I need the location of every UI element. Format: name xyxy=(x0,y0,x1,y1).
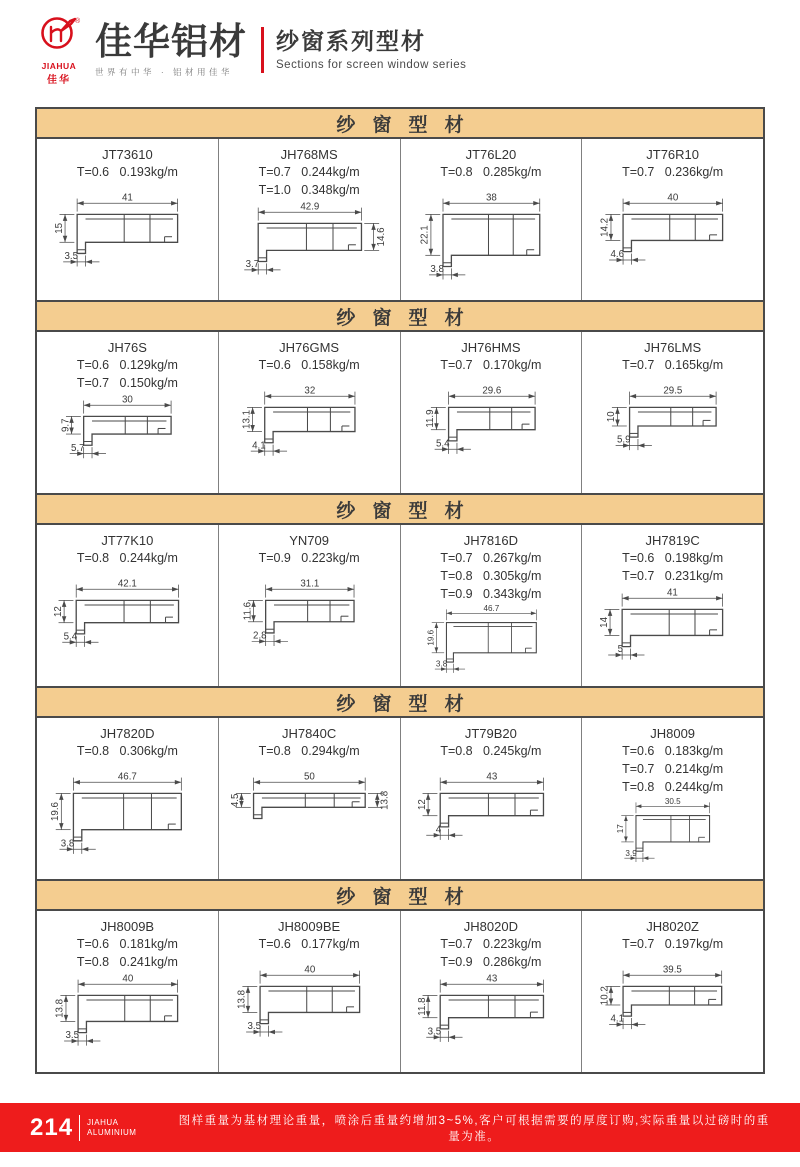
profile-drawing xyxy=(401,760,582,879)
profile-cross-section-diagram xyxy=(39,568,216,683)
profile-drawing xyxy=(582,585,763,686)
svg-text:29.6: 29.6 xyxy=(481,385,501,397)
section-row xyxy=(37,911,763,1072)
series-subtitle: Sections for screen window series xyxy=(276,58,467,71)
profile-cross-section-diagram xyxy=(221,954,398,1069)
profile-cell xyxy=(218,911,400,1072)
profile-cross-section-diagram xyxy=(584,375,761,490)
brand-block xyxy=(95,20,247,78)
spec-line: T=0.6 0.177kg/m xyxy=(258,937,360,951)
profile-drawing xyxy=(582,374,763,493)
svg-text:30: 30 xyxy=(121,394,133,406)
section-row xyxy=(37,332,763,493)
svg-text:9.7: 9.7 xyxy=(60,418,72,433)
spec-line: T=0.8 0.244kg/m xyxy=(622,780,724,794)
svg-text:41: 41 xyxy=(121,192,133,204)
spec-line: T=0.9 0.223kg/m xyxy=(258,551,360,565)
spec-line: T=0.7 0.236kg/m xyxy=(622,165,724,179)
section-title: 纱窗型材 xyxy=(37,688,763,718)
profile-cell xyxy=(400,332,582,493)
brand-slogan: 世界有中华 · 铝材用佳华 xyxy=(95,66,234,77)
footer-note: 图样重量为基材理论重量，喷涂后重量约增加3~5%,客户可根据需要的厚度订购,实际重量以过磅时的重量为准。 xyxy=(178,1114,770,1143)
profile-cross-section-diagram xyxy=(221,375,398,490)
spec-line: T=0.6 0.129kg/m xyxy=(76,358,178,372)
profile-cell xyxy=(400,139,582,300)
profile-drawing xyxy=(582,796,763,879)
profile-specs xyxy=(440,742,541,760)
svg-text:43: 43 xyxy=(485,973,497,985)
profile-cross-section-diagram xyxy=(584,797,761,876)
footer-bar xyxy=(0,1103,800,1152)
svg-text:3.8: 3.8 xyxy=(60,838,75,850)
profile-specs xyxy=(622,356,723,374)
spec-line: T=0.8 0.306kg/m xyxy=(76,744,178,758)
svg-text:40: 40 xyxy=(667,192,679,204)
svg-text:19.6: 19.6 xyxy=(50,802,62,822)
profile-specs xyxy=(77,935,178,971)
profile-drawing xyxy=(401,374,582,493)
section-title: 纱窗型材 xyxy=(37,302,763,332)
spec-line: T=1.0 0.348kg/m xyxy=(258,183,360,197)
profile-cross-section-diagram xyxy=(221,761,398,876)
profile-drawing xyxy=(37,392,218,493)
svg-text:40: 40 xyxy=(122,973,134,985)
profile-code: JT79B20 xyxy=(464,726,517,741)
profile-drawing xyxy=(219,374,400,493)
footer-brand-line1: JIAHUA xyxy=(87,1118,119,1127)
profile-code: JT76R10 xyxy=(646,147,699,162)
profile-specs xyxy=(77,742,178,760)
profile-cross-section-diagram xyxy=(584,182,761,297)
profile-code: JH768MS xyxy=(280,147,338,162)
svg-text:4.6: 4.6 xyxy=(610,249,625,261)
profile-code: JH7816D xyxy=(463,533,518,548)
svg-text:4.1: 4.1 xyxy=(610,1013,625,1025)
spec-line: T=0.7 0.214kg/m xyxy=(622,762,724,776)
header-divider xyxy=(261,27,264,73)
profile-code: JH8009BE xyxy=(278,919,341,934)
profile-section xyxy=(37,493,763,686)
profile-code: JH76LMS xyxy=(644,340,702,355)
svg-text:3.9: 3.9 xyxy=(625,848,637,858)
profile-cell xyxy=(37,911,218,1072)
svg-text:3.8: 3.8 xyxy=(429,264,444,276)
profile-cell xyxy=(37,525,218,686)
profile-specs xyxy=(259,163,360,199)
profile-cross-section-diagram xyxy=(403,761,580,876)
profile-cross-section-diagram xyxy=(403,604,580,683)
profile-drawing xyxy=(219,953,400,1072)
svg-text:19.6: 19.6 xyxy=(426,629,436,646)
svg-text:2.8: 2.8 xyxy=(252,630,267,642)
spec-line: T=0.7 0.244kg/m xyxy=(258,165,360,179)
svg-text:32: 32 xyxy=(304,385,316,397)
profile-specs xyxy=(259,742,360,760)
svg-text:42.1: 42.1 xyxy=(117,578,137,590)
profile-code: JH76GMS xyxy=(279,340,340,355)
profile-code: JH8009B xyxy=(100,919,155,934)
profile-drawing xyxy=(219,199,400,300)
profile-cross-section-diagram xyxy=(39,761,216,876)
svg-text:22.1: 22.1 xyxy=(419,225,431,245)
profile-drawing xyxy=(37,181,218,300)
spec-line: T=0.6 0.183kg/m xyxy=(622,744,724,758)
logo-text-en: JIAHUA xyxy=(41,60,77,71)
svg-text:5.7: 5.7 xyxy=(71,442,85,454)
profile-section xyxy=(37,109,763,300)
svg-text:13.8: 13.8 xyxy=(54,998,66,1018)
profile-code: JH7820D xyxy=(100,726,155,741)
profile-cross-section-diagram xyxy=(403,375,580,490)
svg-text:12: 12 xyxy=(52,606,64,617)
profile-specs xyxy=(622,163,723,181)
profile-cell xyxy=(581,911,763,1072)
svg-text:3.7: 3.7 xyxy=(245,259,259,271)
profile-drawing xyxy=(37,971,218,1072)
spec-line: T=0.7 0.231kg/m xyxy=(622,569,724,583)
profile-specs xyxy=(622,935,723,953)
profile-drawing xyxy=(401,181,582,300)
profile-drawing xyxy=(37,760,218,879)
profile-specs xyxy=(259,935,360,953)
profile-cell xyxy=(37,332,218,493)
profile-drawing xyxy=(37,567,218,686)
spec-line: T=0.6 0.181kg/m xyxy=(76,937,178,951)
svg-text:14.2: 14.2 xyxy=(599,217,611,237)
spec-line: T=0.9 0.343kg/m xyxy=(440,587,542,601)
profile-drawing xyxy=(401,603,582,686)
profile-cell xyxy=(218,525,400,686)
profile-cross-section-diagram xyxy=(403,182,580,297)
svg-text:17: 17 xyxy=(616,824,626,834)
svg-text:10: 10 xyxy=(606,411,618,423)
profile-cross-section-diagram xyxy=(221,200,398,297)
svg-text:43: 43 xyxy=(485,771,497,783)
profile-cross-section-diagram xyxy=(221,568,398,683)
profile-cell xyxy=(218,139,400,300)
profile-cross-section-diagram xyxy=(403,972,580,1069)
profile-code: JH8020Z xyxy=(646,919,699,934)
jiahua-logo-icon xyxy=(37,15,81,55)
profile-code: JH7819C xyxy=(645,533,700,548)
profile-code: JT77K10 xyxy=(101,533,154,548)
svg-text:3.5: 3.5 xyxy=(247,1021,261,1033)
spec-line: T=0.8 0.294kg/m xyxy=(258,744,360,758)
spec-line: T=0.6 0.193kg/m xyxy=(76,165,178,179)
svg-text:4.1: 4.1 xyxy=(251,440,266,452)
profile-specs xyxy=(622,549,723,585)
profile-specs xyxy=(77,356,178,392)
svg-text:11.6: 11.6 xyxy=(242,601,254,621)
series-title: 纱窗系列型材 xyxy=(276,28,426,55)
spec-line: T=0.7 0.170kg/m xyxy=(440,358,542,372)
svg-text:12: 12 xyxy=(416,799,428,810)
svg-text:3.5: 3.5 xyxy=(427,1026,441,1038)
page-number: 214 xyxy=(30,1113,74,1141)
spec-line: T=0.6 0.198kg/m xyxy=(622,551,724,565)
profile-specs xyxy=(440,935,541,971)
profile-cell xyxy=(581,139,763,300)
svg-text:4: 4 xyxy=(435,824,441,836)
section-row xyxy=(37,525,763,686)
section-row xyxy=(37,139,763,300)
profile-cross-section-diagram xyxy=(584,586,761,683)
profile-cell xyxy=(218,718,400,879)
spec-line: T=0.9 0.286kg/m xyxy=(440,955,542,969)
spec-line: T=0.8 0.245kg/m xyxy=(440,744,542,758)
svg-text:11.9: 11.9 xyxy=(424,409,436,428)
jiahua-logo xyxy=(33,15,85,86)
profile-section xyxy=(37,879,763,1072)
profile-specs xyxy=(440,549,541,603)
profile-cell xyxy=(581,525,763,686)
logo-text-cn: 佳华 xyxy=(47,74,71,86)
sections xyxy=(35,107,765,1074)
svg-text:5.4: 5.4 xyxy=(63,631,78,643)
svg-text:41: 41 xyxy=(667,587,679,599)
profile-cell xyxy=(400,718,582,879)
svg-text:4.5: 4.5 xyxy=(229,793,241,808)
profile-code: JT76L20 xyxy=(465,147,517,162)
svg-text:30.5: 30.5 xyxy=(665,797,681,806)
footer-divider xyxy=(79,1115,80,1141)
profile-code: JH8009 xyxy=(650,726,696,741)
profile-cell xyxy=(581,718,763,879)
profile-specs xyxy=(77,163,178,181)
svg-text:3.5: 3.5 xyxy=(65,1030,80,1042)
svg-text:13.1: 13.1 xyxy=(241,409,253,429)
profile-code: YN709 xyxy=(289,533,329,548)
profile-cell xyxy=(581,332,763,493)
svg-text:29.5: 29.5 xyxy=(663,385,683,397)
profile-specs xyxy=(440,163,541,181)
spec-line: T=0.7 0.197kg/m xyxy=(622,937,724,951)
section-row xyxy=(37,718,763,879)
svg-text:5: 5 xyxy=(617,644,624,656)
profile-cell xyxy=(400,525,582,686)
section-title: 纱窗型材 xyxy=(37,109,763,139)
profile-section xyxy=(37,300,763,493)
svg-text:50: 50 xyxy=(303,771,315,783)
profile-cross-section-diagram xyxy=(39,972,216,1069)
svg-text:5.9: 5.9 xyxy=(617,434,631,446)
svg-text:40: 40 xyxy=(304,964,316,976)
svg-text:31.1: 31.1 xyxy=(300,578,320,590)
profile-drawing xyxy=(582,181,763,300)
spec-line: T=0.8 0.241kg/m xyxy=(76,955,178,969)
svg-text:14: 14 xyxy=(599,616,611,628)
profile-specs xyxy=(259,356,360,374)
profile-cell xyxy=(37,139,218,300)
profile-specs xyxy=(259,549,360,567)
svg-text:3.5: 3.5 xyxy=(64,251,79,263)
page-header xyxy=(33,17,767,86)
section-title: 纱窗型材 xyxy=(37,881,763,911)
spec-line: T=0.8 0.244kg/m xyxy=(76,551,178,565)
profile-cross-section-diagram xyxy=(39,182,216,297)
svg-text:46.7: 46.7 xyxy=(482,604,499,613)
profile-cell xyxy=(400,911,582,1072)
svg-text:42.9: 42.9 xyxy=(300,201,320,213)
profile-code: JH76HMS xyxy=(461,340,521,355)
svg-text:13.8: 13.8 xyxy=(379,790,391,810)
profile-drawing xyxy=(582,953,763,1072)
profile-code: JH76S xyxy=(107,340,147,355)
spec-line: T=0.7 0.267kg/m xyxy=(440,551,542,565)
spec-line: T=0.7 0.150kg/m xyxy=(76,376,178,390)
profile-cross-section-diagram xyxy=(584,954,761,1069)
svg-text:10.2: 10.2 xyxy=(599,986,611,1006)
spec-line: T=0.7 0.165kg/m xyxy=(622,358,724,372)
svg-text:38: 38 xyxy=(485,192,497,204)
profile-specs xyxy=(622,742,723,796)
profile-drawing xyxy=(401,971,582,1072)
profile-code: JT73610 xyxy=(102,147,153,162)
profile-section xyxy=(37,686,763,879)
svg-text:46.7: 46.7 xyxy=(117,771,137,783)
svg-text:14.6: 14.6 xyxy=(375,227,387,247)
spec-line: T=0.6 0.158kg/m xyxy=(258,358,360,372)
spec-line: T=0.8 0.305kg/m xyxy=(440,569,542,583)
profile-cell xyxy=(37,718,218,879)
profile-cell xyxy=(218,332,400,493)
profile-specs xyxy=(77,549,178,567)
spec-line: T=0.7 0.223kg/m xyxy=(440,937,542,951)
section-title: 纱窗型材 xyxy=(37,495,763,525)
svg-text:39.5: 39.5 xyxy=(663,964,683,976)
profile-code: JH8020D xyxy=(463,919,518,934)
svg-text:13.8: 13.8 xyxy=(236,989,248,1009)
svg-text:11.8: 11.8 xyxy=(416,997,428,1016)
series-block xyxy=(276,29,466,70)
footer-brand-line2: ALUMINIUM xyxy=(87,1127,137,1137)
spec-line: T=0.8 0.285kg/m xyxy=(440,165,542,179)
registered-mark: ® xyxy=(75,17,81,25)
brand-title: 佳华铝材 xyxy=(95,20,247,62)
svg-text:3.8: 3.8 xyxy=(435,659,447,669)
profile-specs xyxy=(440,356,541,374)
profile-drawing xyxy=(219,567,400,686)
profile-cross-section-diagram xyxy=(39,393,216,490)
footer-brand xyxy=(87,1118,136,1137)
profile-drawing xyxy=(219,760,400,879)
profile-code: JH7840C xyxy=(282,726,337,741)
svg-text:5.4: 5.4 xyxy=(435,438,450,450)
svg-text:15: 15 xyxy=(53,222,65,234)
